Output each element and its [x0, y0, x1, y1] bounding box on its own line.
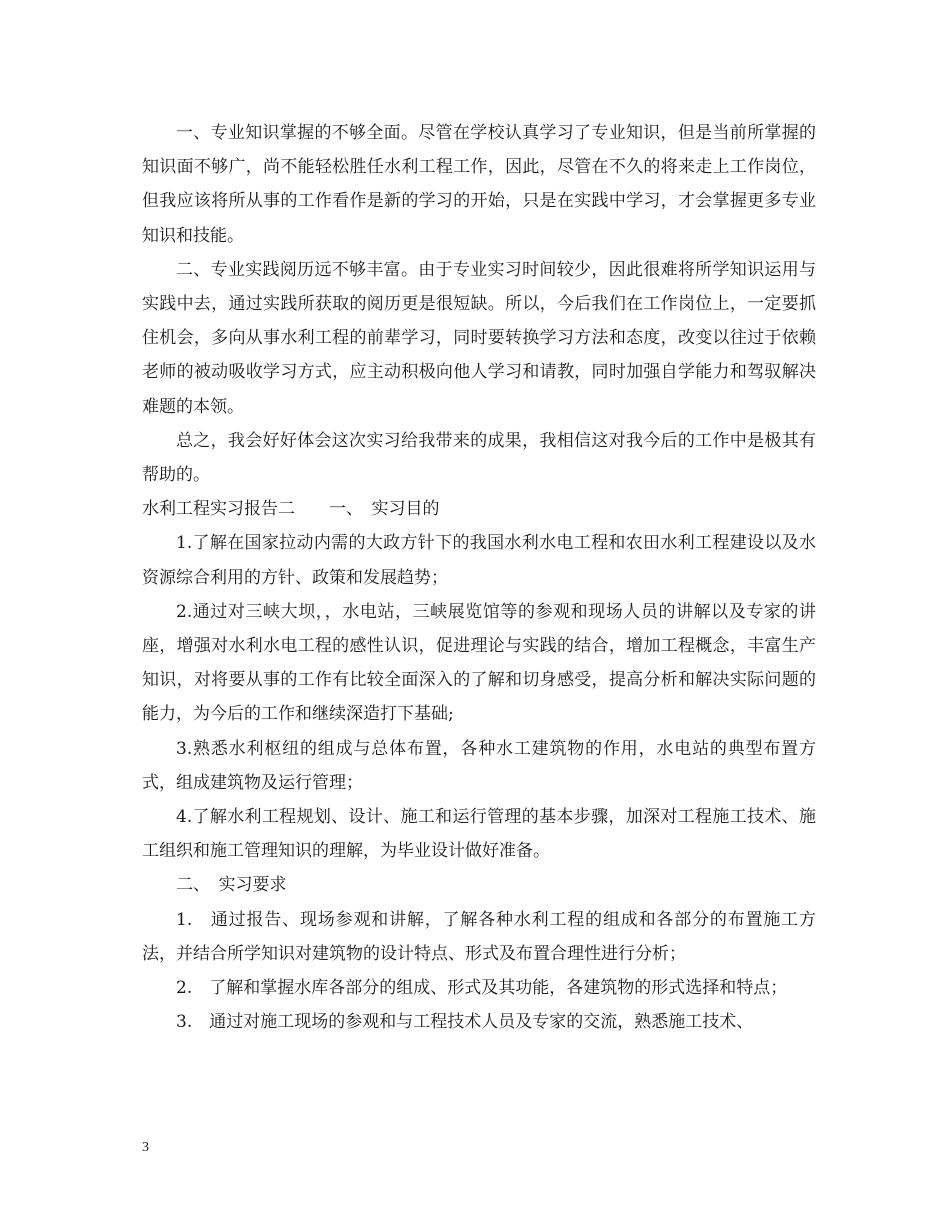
- requirement-item-3: 3. 通过对施工现场的参观和与工程技术人员及专家的交流，熟悉施工技术、: [176, 1012, 754, 1033]
- report-two-heading: 水利工程实习报告二 一、 实习目的: [142, 499, 440, 520]
- paragraph-knowledge-gap: 一、专业知识掌握的不够全面。尽管在学校认真学习了专业知识，但是当前所掌握的知识面不够广，尚不能轻松胜任水利工程工作，因此，尽管在不久的将来走上工作岗位，但我应该将所从事的工作看作是新的学习的开始，只是在实践中学习，才会掌握更多专业知识和技能。: [142, 123, 816, 246]
- document-body: [142, 116, 816, 1039]
- page-number: 3: [142, 1140, 149, 1155]
- purpose-item-2: 2.通过对三峡大坝，，水电站，三峡展览馆等的参观和现场人员的讲解以及专家的讲座，增强对水利水电工程的感性认识，促进理论与实践的结合，增加工程概念，丰富生产知识，对将要从事的工作有比较全面深入的了解和切身感受，提高分析和解决实际问题的能力，为今后的工作和继续深造打下基础;: [142, 601, 816, 725]
- purpose-item-3: 3.熟悉水利枢纽的组成与总体布置，各种水工建筑物的作用，水电站的典型布置方式，组成建筑物及运行管理；: [142, 738, 816, 793]
- requirement-item-2: 2. 了解和掌握水库各部分的组成、形式及其功能，各建筑物的形式选择和特点；: [176, 978, 788, 999]
- requirements-heading: 二、 实习要求: [176, 875, 287, 896]
- paragraph-practice-gap: 二、专业实践阅历远不够丰富。由于专业实习时间较少，因此很难将所学知识运用与实践中去，通过实践所获取的阅历更是很短缺。所以，今后我们在工作岗位上，一定要抓住机会，多向从事水利工程的前辈学习，同时要转换学习方法和态度，改变以往过于依赖老师的被动吸收学习方式，应主动积极向他人学习和请教，同时加强自学能力和驾驭解决难题的本领。: [142, 259, 816, 417]
- requirement-item-1: 1. 通过报告、现场参观和讲解，了解各种水利工程的组成和各部分的布置施工方法，并结合所学知识对建筑物的设计特点、形式及布置合理性进行分析；: [142, 909, 816, 964]
- paragraph-conclusion: 总之，我会好好体会这次实习给我带来的成果，我相信这对我今后的工作中是极其有帮助的。: [142, 430, 816, 486]
- purpose-item-4: 4.了解水利工程规划、设计、施工和运行管理的基本步骤，加深对工程施工技术、施工组织和施工管理知识的理解，为毕业设计做好准备。: [142, 807, 816, 862]
- purpose-item-1: 1.了解在国家拉动内需的大政方针下的我国水利水电工程和农田水利工程建设以及水资源综合利用的方针、政策和发展趋势；: [142, 533, 816, 588]
